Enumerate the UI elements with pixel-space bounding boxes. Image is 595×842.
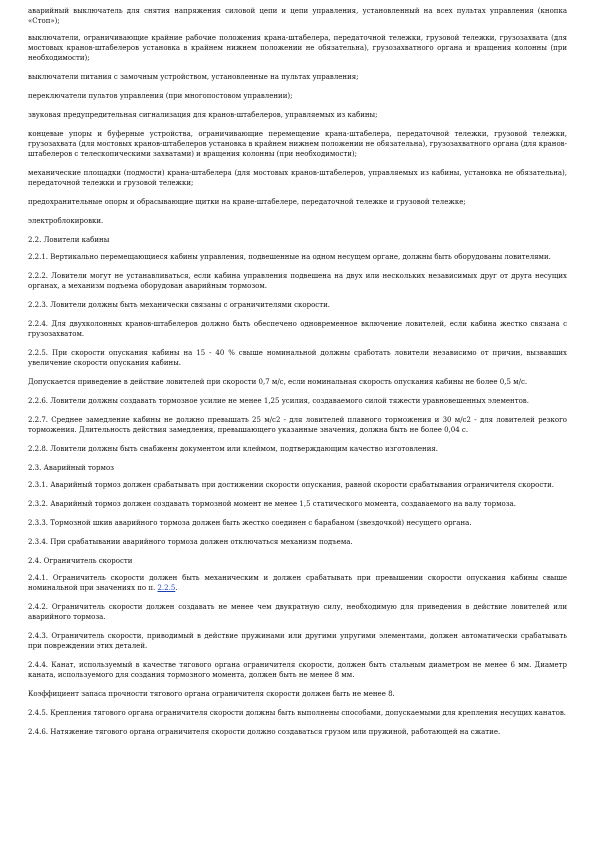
paragraph: 2.4.2. Ограничитель скорости должен создавать не менее чем двукратную силу, необходимую для приведения в действие ловителей или аварийного тормоза. (28, 603, 567, 621)
paragraph-text: 2.4.1. Ограничитель скорости должен быть механическим и должен срабатывать при превышении скорости опускания кабины свыше номинальной при значениях по п. (28, 574, 567, 592)
section-heading: 2.2. Ловители кабины (28, 236, 110, 244)
paragraph: переключатели пультов управления (при многопостовом управлении); (28, 92, 293, 100)
paragraph: 2.2.3. Ловители должны быть механически связаны с ограничителями скорости. (28, 301, 330, 309)
paragraph: 2.2.5. При скорости опускания кабины на 15 - 40 % свыше номинальной должны сработать ловители независимо от причин, вызвавших увеличение скорости опускания кабины. (28, 349, 567, 367)
paragraph: 2.4.6. Натяжение тягового органа ограничителя скорости должно создаваться грузом или пружиной, работающей на сжатие. (28, 728, 501, 736)
paragraph: звуковая предупредительная сигнализация для кранов-штабелеров, управляемых из кабины; (28, 111, 378, 119)
section-heading: 2.3. Аварийный тормоз (28, 464, 114, 472)
paragraph: 2.2.4. Для двухколонных кранов-штабелеров должно быть обеспечено одновременное включение ловителей, если кабина жестко связана с грузозахватом. (28, 320, 567, 338)
paragraph: 2.2.8. Ловители должны быть снабжены документом или клеймом, подтверждающим качество изготовления. (28, 445, 439, 453)
paragraph: аварийный выключатель для снятия напряжения силовой цепи и цепи управления, установленный на всех пультах управления (кнопка «Стоп»); (28, 7, 567, 25)
paragraph: 2.3.2. Аварийный тормоз должен создавать тормозной момент не менее 1,5 статического момента, создаваемого на валу тормоза. (28, 500, 516, 508)
paragraph-with-link (28, 573, 567, 593)
paragraph: механические площадки (подмости) крана-штабелера (для мостовых кранов-штабелеров, управляемых из кабины, установка не обязательна), передаточной тележки и грузовой тележки; (28, 169, 567, 187)
paragraph: предохранительные опоры и обрасывающие щитки на кране-штабелере, передаточной тележке и грузовой тележке; (28, 198, 466, 206)
paragraph: 2.2.2. Ловители могут не устанавливаться, если кабина управления подвешена на двух или нескольких независимых друг от друга несущих органах, а механизм подъема оборудован аварийным тормозом. (28, 272, 567, 290)
paragraph: 2.2.7. Среднее замедление кабины не должно превышать 25 м/с2 - для ловителей плавного торможения и 30 м/с2 - для ловителей резкого торможения. Длительность действия замедления, превышающего указанные значения, должна быть не более 0,04 с. (28, 416, 567, 434)
paragraph: 2.4.5. Крепления тягового органа ограничителя скорости должны быть выполнены способами, допускаемыми для крепления несущих канатов. (28, 709, 567, 717)
reference-link-2-2-5[interactable]: 2.2.5 (157, 584, 176, 592)
paragraph: 2.4.3. Ограничитель скорости, приводимый в действие пружинами или другими упругими элементами, должен автоматически срабатывать при повреждении этих деталей. (28, 632, 567, 650)
paragraph: 2.3.3. Тормозной шкив аварийного тормоза должен быть жестко соединен с барабаном (звездочкой) несущего органа. (28, 519, 472, 527)
paragraph: 2.2.6. Ловители должны создавать тормозное усилие не менее 1,25 усилия, создаваемого силой тяжести уравновешенных элементов. (28, 397, 529, 405)
paragraph-text-end: . (175, 584, 178, 592)
paragraph: 2.2.1. Вертикально перемещающиеся кабины управления, подвешенные на одном несущем органе, должны быть оборудованы ловителями. (28, 253, 551, 261)
paragraph: 2.3.1. Аварийный тормоз должен срабатывать при достижении скорости опускания, равной скорости срабатывания ограничителя скорости. (28, 481, 555, 489)
paragraph: Допускается приведение в действие ловителей при скорости 0,7 м/с, если номинальная скорость опускания кабины не более 0,5 м/с. (28, 378, 528, 386)
paragraph: выключатели, ограничивающие крайние рабочие положения крана-штабелера, передаточной тележки, грузовой тележки, грузозахвата (для мостовых кранов-штабелеров установка в крайнем нижнем положении не обязательна), грузозахватного органа и вращения колонны (при необходимости); (28, 34, 567, 62)
section-heading: 2.4. Ограничитель скорости (28, 557, 133, 565)
paragraph: 2.4.4. Канат, используемый в качестве тягового органа ограничителя скорости, должен быть стальным диаметром не менее 6 мм. Диаметр каната, используемого для создания тормозного момента, должен быть не менее 8 мм. (28, 661, 567, 679)
paragraph: концевые упоры и буферные устройства, ограничивающие перемещение крана-штабелера, передаточной тележки, грузовой тележки, грузозахвата (для мостовых кранов-штабелеров установка в крайнем нижнем положении не обязательна), грузозахватного органа (для кранов-штабелеров с телескопическими захватами) и вращения колонны (при необходимости); (28, 130, 567, 158)
paragraph: электроблокировки. (28, 217, 104, 225)
paragraph: 2.3.4. При срабатывании аварийного тормоза должен отключаться механизм подъема. (28, 538, 353, 546)
paragraph: Коэффициент запаса прочности тягового органа ограничителя скорости должен быть не менее 8. (28, 690, 395, 698)
paragraph: выключатели питания с замочным устройством, установленные на пультах управления; (28, 73, 359, 81)
